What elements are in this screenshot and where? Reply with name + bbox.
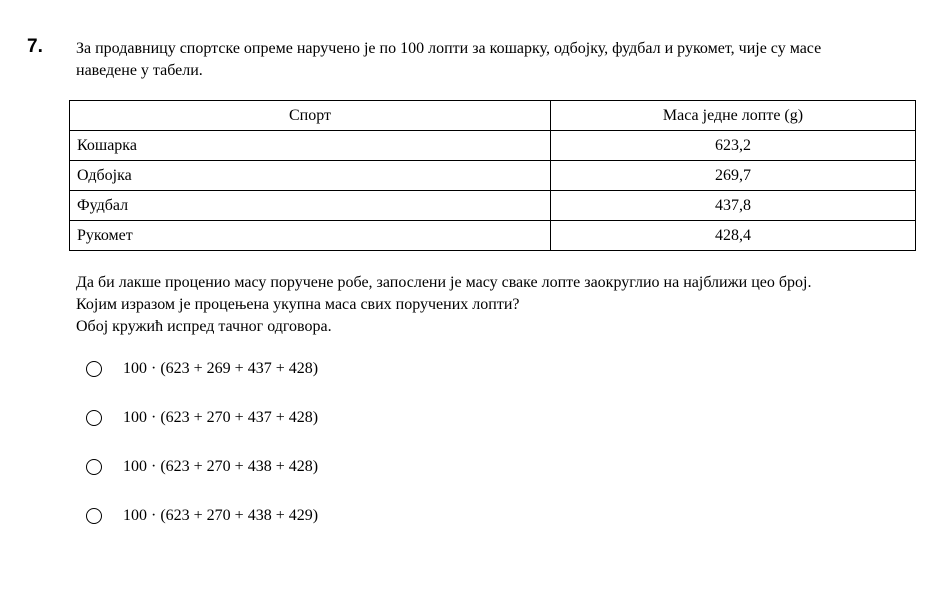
answer-option-2[interactable] xyxy=(86,409,318,427)
sport-cell: Рукомет xyxy=(70,221,551,251)
mass-cell: 269,7 xyxy=(551,161,916,191)
radio-circle-icon[interactable] xyxy=(86,459,102,475)
answer-option-1[interactable] xyxy=(86,360,318,378)
ball-mass-table xyxy=(69,100,916,251)
sport-cell: Кошарка xyxy=(70,131,551,161)
header-mass: Маса једне лопте (g) xyxy=(551,101,916,131)
header-sport: Спорт xyxy=(70,101,551,131)
sport-cell: Одбојка xyxy=(70,161,551,191)
task-line-2: Којим изразом је процењена укупна маса свих поручених лопти? xyxy=(76,296,520,313)
mass-cell: 437,8 xyxy=(551,191,916,221)
mass-cell: 623,2 xyxy=(551,131,916,161)
table-row xyxy=(70,191,916,221)
answer-option-label: 100 · (623 + 270 + 438 + 428) xyxy=(123,458,319,475)
answer-option-4[interactable] xyxy=(86,507,318,525)
task-line-3: Обој кружић испред тачног одговора. xyxy=(76,318,332,335)
question-number: 7. xyxy=(27,36,43,57)
table-header-row xyxy=(70,101,916,131)
question-intro xyxy=(76,38,906,82)
radio-circle-icon[interactable] xyxy=(86,410,102,426)
table-row xyxy=(70,131,916,161)
table-row xyxy=(70,221,916,251)
intro-line-2: наведене у табели. xyxy=(76,62,203,79)
answer-option-3[interactable] xyxy=(86,458,318,476)
table-row xyxy=(70,161,916,191)
sport-cell: Фудбал xyxy=(70,191,551,221)
intro-line-1: За продавницу спортске опреме наручено је по 100 лопти за кошарку, одбојку, фудбал и рукомет, чије су масе xyxy=(76,40,822,57)
task-instructions xyxy=(76,272,916,338)
radio-circle-icon[interactable] xyxy=(86,361,102,377)
task-line-1: Да би лакше проценио масу поручене робе, запослени је масу сваке лопте заокруглио на најближи цео број. xyxy=(76,274,812,291)
mass-cell: 428,4 xyxy=(551,221,916,251)
radio-circle-icon[interactable] xyxy=(86,508,102,524)
answer-option-label: 100 · (623 + 269 + 437 + 428) xyxy=(123,360,319,377)
answer-option-label: 100 · (623 + 270 + 437 + 428) xyxy=(123,409,319,426)
answer-option-label: 100 · (623 + 270 + 438 + 429) xyxy=(123,507,319,524)
